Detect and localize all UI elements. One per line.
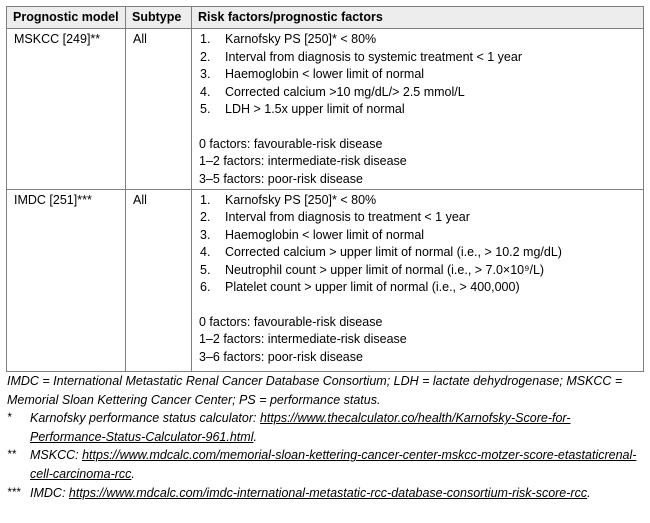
prognostic-models-table xyxy=(6,6,644,372)
footnote-suffix: . xyxy=(131,466,135,481)
column-header-prognostic-model: Prognostic model xyxy=(7,7,126,29)
risk-group-line: 3–5 factors: poor-risk disease xyxy=(199,171,363,186)
column-header-subtype: Subtype xyxy=(126,7,192,29)
footnote-marker: ** xyxy=(7,449,16,462)
header-row xyxy=(7,7,644,29)
footnote-marker: * xyxy=(7,412,12,425)
footnote-text xyxy=(30,446,645,483)
footnotes-section xyxy=(7,372,645,502)
risk-factor-item: Corrected calcium >10 mg/dL/> 2.5 mmol/L xyxy=(225,84,465,99)
risk-factor-item: Platelet count > upper limit of normal (i.e., > 400,000) xyxy=(225,280,520,295)
risk-factor-item: Neutrophil count > upper limit of normal (i.e., > 7.0×10⁹/L) xyxy=(225,262,545,277)
risk-group-line: 3–6 factors: poor-risk disease xyxy=(199,349,363,364)
footnote-label: IMDC: xyxy=(30,485,69,500)
risk-group-line: 0 factors: favourable-risk disease xyxy=(199,314,383,329)
risk-factor-item: Interval from diagnosis to treatment < 1 year xyxy=(225,210,470,225)
cell-model-imdc: IMDC [251]*** xyxy=(7,190,126,372)
cell-subtype-mskcc: All xyxy=(126,29,192,190)
spacer xyxy=(199,118,637,135)
footnote-text xyxy=(30,484,645,503)
spacer xyxy=(199,296,637,313)
cell-factors-mskcc xyxy=(192,29,644,190)
risk-factor-item: Karnofsky PS [250]* < 80% xyxy=(225,32,377,47)
table-row-imdc xyxy=(7,190,644,372)
footnote-label: Karnofsky performance status calculator: xyxy=(30,411,260,426)
risk-factor-item: LDH > 1.5x upper limit of normal xyxy=(225,102,405,117)
footnote-text xyxy=(30,409,645,446)
footnote-karnofsky xyxy=(7,409,645,446)
cell-model-mskcc: MSKCC [249]** xyxy=(7,29,126,190)
risk-group-line: 1–2 factors: intermediate-risk disease xyxy=(199,332,407,347)
risk-group-line: 1–2 factors: intermediate-risk disease xyxy=(199,154,407,169)
imdc-calculator-link[interactable]: https://www.mdcalc.com/imdc-international-metastatic-rcc-database-consortium-risk-score-rcc xyxy=(68,485,588,500)
mskcc-calculator-link[interactable]: https://www.mdcalc.com/memorial-sloan-kettering-cancer-center-mskcc-motzer-score-etastaticrenal-cell-carcinoma-rcc xyxy=(30,448,637,481)
cell-factors-imdc xyxy=(192,190,644,372)
risk-factor-list xyxy=(199,192,637,296)
risk-factor-item: Haemoglobin < lower limit of normal xyxy=(225,227,425,242)
column-header-risk-factors: Risk factors/prognostic factors xyxy=(192,7,644,29)
risk-factor-item: Interval from diagnosis to systemic treatment < 1 year xyxy=(225,49,522,64)
risk-factor-list xyxy=(199,31,637,118)
risk-factor-item: Karnofsky PS [250]* < 80% xyxy=(225,193,377,208)
karnofsky-calculator-link[interactable]: https://www.thecalculator.co/health/Karnofsky-Score-for-Performance-Status-Calculator-961.html xyxy=(30,411,571,444)
footnote-imdc xyxy=(7,484,645,503)
footnote-marker: *** xyxy=(7,486,21,499)
footnote-suffix: . xyxy=(587,485,591,500)
footnote-suffix: . xyxy=(253,429,257,444)
risk-factor-item: Haemoglobin < lower limit of normal xyxy=(225,67,425,82)
footnote-label: MSKCC: xyxy=(30,448,83,463)
table-row-mskcc xyxy=(7,29,644,190)
cell-subtype-imdc: All xyxy=(126,190,192,372)
risk-factor-item: Corrected calcium > upper limit of normal (i.e., > 10.2 mg/dL) xyxy=(225,245,562,260)
footnote-mskcc xyxy=(7,446,645,483)
risk-group-line: 0 factors: favourable-risk disease xyxy=(199,136,383,151)
abbreviations-note: IMDC = International Metastatic Renal Cancer Database Consortium; LDH = lactate dehydrogenase; MSKCC = Memorial Sloan Kettering Cancer Center; PS = performance status. xyxy=(7,374,623,407)
